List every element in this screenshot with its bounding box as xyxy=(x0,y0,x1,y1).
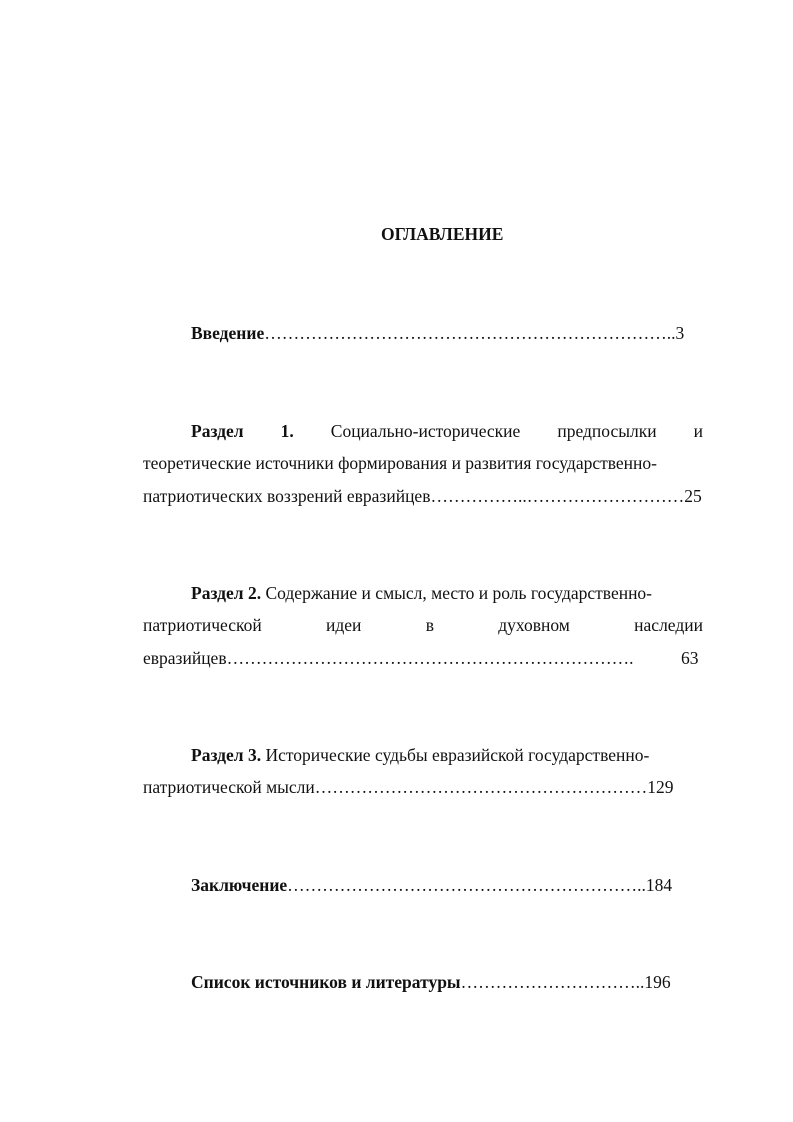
toc-section1-line2: теоретические источники формирования и развития государственно- xyxy=(143,453,657,473)
toc-section3-label: Раздел 3. xyxy=(191,745,262,765)
toc-section2-line1-rest: Содержание и смысл, место и роль государственно- xyxy=(265,583,653,603)
page-title: ОГЛАВЛЕНИЕ xyxy=(381,224,504,244)
toc-section1-word-2: предпосылки xyxy=(557,421,657,441)
toc-section2-page: 63 xyxy=(681,648,699,668)
toc-section1-line3 xyxy=(143,485,702,507)
toc-intro-page: 3 xyxy=(675,323,685,343)
toc-section1-word-3: и xyxy=(693,421,703,441)
toc-section2-word-3: в xyxy=(425,615,434,635)
toc-section2-line3 xyxy=(143,647,703,669)
toc-section2-line3-text: евразийцев xyxy=(143,648,227,668)
toc-section2-dots: ……………………………………………………………. xyxy=(226,648,634,668)
toc-section2-word-4: духовном xyxy=(498,615,570,635)
toc-section1-page: 25 xyxy=(684,486,702,506)
toc-section1-label-num: 1. xyxy=(280,421,294,441)
toc-section3-page: 129 xyxy=(647,777,674,797)
toc-section2-line1 xyxy=(191,582,652,604)
toc-entry-references xyxy=(191,971,671,993)
toc-references-dots: ………………………….. xyxy=(460,972,645,992)
toc-section1-label-word: Раздел xyxy=(191,421,244,441)
toc-section3-line1 xyxy=(191,744,649,766)
toc-section2-label: Раздел 2. xyxy=(191,583,262,603)
toc-entry-intro xyxy=(191,322,684,344)
toc-references-label: Список источников и литературы xyxy=(191,972,461,992)
toc-section2-word-5: наследии xyxy=(634,615,703,635)
toc-section2-line2 xyxy=(143,614,703,636)
toc-section1-dots: ……………..……………………… xyxy=(430,486,685,506)
toc-section3-dots: ………………………………………………… xyxy=(314,777,648,797)
toc-intro-dots: …………………………………………………………….. xyxy=(264,323,676,343)
toc-entry-conclusion xyxy=(191,874,672,896)
toc-section1-line1 xyxy=(191,420,703,442)
toc-conclusion-label: Заключение xyxy=(191,875,288,895)
toc-intro-label: Введение xyxy=(191,323,265,343)
toc-conclusion-page: 184 xyxy=(645,875,673,895)
toc-conclusion-dots: …………………………………………………….. xyxy=(287,875,646,895)
toc-section3-line2 xyxy=(143,776,674,798)
toc-section2-word-2: идеи xyxy=(326,615,362,635)
toc-references-page: 196 xyxy=(644,972,671,992)
toc-section3-line1-rest: Исторические судьбы евразийской государственно- xyxy=(265,745,650,765)
toc-section3-line2-text: патриотической мысли xyxy=(143,777,315,797)
toc-section1-word-1: Социально-исторические xyxy=(330,421,521,441)
toc-section2-word-1: патриотической xyxy=(143,615,262,635)
toc-section1-line3-text: патриотических воззрений евразийцев xyxy=(143,486,431,506)
